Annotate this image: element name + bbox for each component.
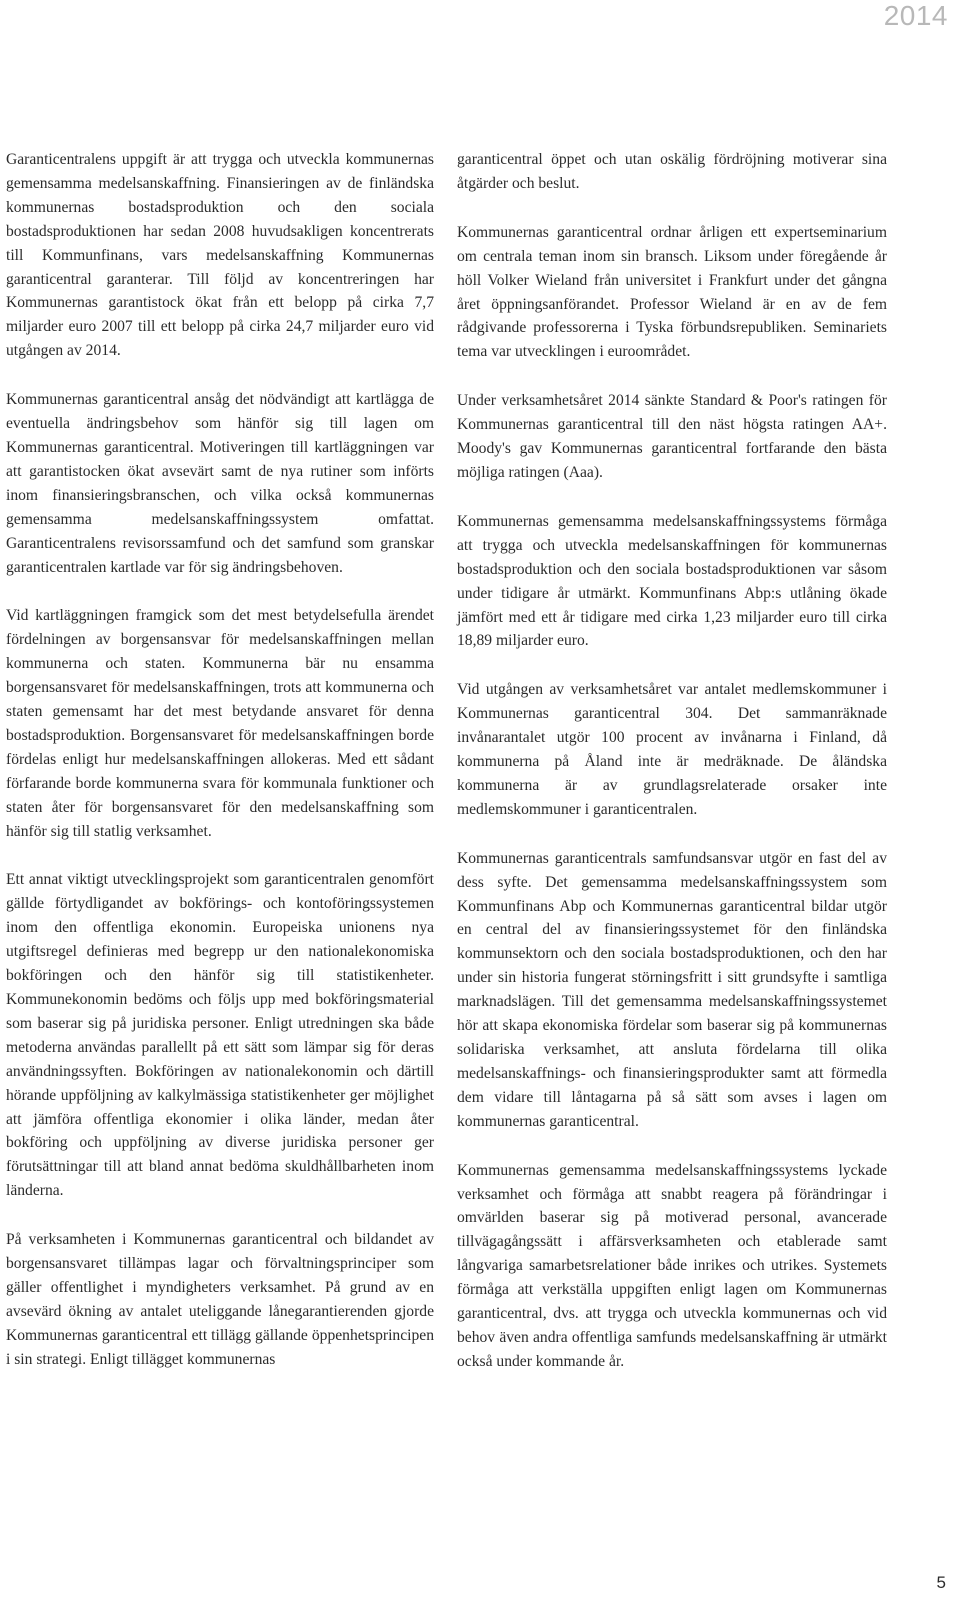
- paragraph: [457, 510, 887, 653]
- paragraph: [6, 868, 434, 1203]
- paragraph: [6, 148, 434, 363]
- paragraph: [6, 1228, 434, 1371]
- paragraph: [457, 847, 887, 1134]
- paragraph-text: garanticentral öppet och utan oskälig fördröjning motiverar sina åtgärder och beslut.: [457, 151, 887, 192]
- page-number: 5: [936, 1573, 946, 1592]
- paragraph: [457, 221, 887, 364]
- paragraph-text: Kommunernas gemensamma medelsanskaffningssystems förmåga att trygga och utveckla medelsanskaffningen för kommunernas bostadsproduktion och den sociala bostadsproduktionen var såsom under tidigare år utmärkt. Kommunfinans Abp:s utlåning ökade jämfört med ett år tidigare med cirka 1,23 miljarder euro till cirka 18,89 miljarder euro.: [457, 512, 887, 650]
- paragraph-text: Kommunernas gemensamma medelsanskaffningssystems lyckade verksamhet och förmåga att snabbt reagera på förändringar i omvärlden baserar sig på motiverad personal, avancerade tillvägagångssätt i affärsverksamheten och etablerade samt långvariga samarbetsrelationer både inrikes och utrikes. Systemets förmåga att verkställa uppgiften enligt lagen om Kommunernas garanticentral, dvs. att trygga och utveckla kommunernas och vid behov även andra offentliga samfunds medelsanskaffning är utmärkt också under kommande år.: [457, 1161, 887, 1370]
- paragraph: [457, 1159, 887, 1374]
- paragraph-text: Kommunernas garanticentral ansåg det nödvändigt att kartlägga de eventuella ändringsbehov som hänför sig till lagen om Kommunernas garanticentral. Motiveringen till kartläggningen var att garantistocken ökat avsevärt samt de nya rutiner som införts inom finansieringsbranschen, och vilka också kommunernas gemensamma medelsanskaffningssystem omfattat. Garanticentralens revisorssamfund och det samfund som granskar garanticentralen kartlade var för sig ändringsbehoven.: [6, 391, 434, 576]
- year-label: 2014: [883, 0, 948, 31]
- left-text-column: [6, 148, 434, 1397]
- paragraph: [457, 678, 887, 821]
- right-text-column: [457, 148, 887, 1399]
- paragraph-text: Under verksamhetsåret 2014 sänkte Standard & Poor's ratingen för Kommunernas garanticentral till den näst högsta ratingen AA+. Moody's gav Kommunernas garanticentral fortfarande den bästa möjliga ratingen (Aaa).: [457, 392, 887, 481]
- paragraph-text: Ett annat viktigt utvecklingsprojekt som garanticentralen genomfört gällde förtydligandet av bokförings- och kontoföringssystemen inom den offentliga ekonomin. Europeiska unionens nya utgiftsregel definieras med begrepp ur den nationalekonomiska bokföringen och den hänför sig till statistikenheter. Kommunekonomin bedöms och följs upp med bokföringsmaterial som baserar sig på juridiska personer. Enligt utredningen ska både metoderna användas parallellt på ett sätt som lämpar sig för deras användningssyften. Bokföringen av nationalekonomin och därtill hörande uppföljning av kalkylmässiga statistikenheter ger möjlighet att jämföra offentliga ekonomier i olika länder, medan åter bokföring och uppföljning av diverse juridiska personer ger förutsättningar till att bland annat bedöma skuldhållbarheten inom länderna.: [6, 871, 434, 1200]
- paragraph-text: Vid kartläggningen framgick som det mest betydelsefulla ärendet fördelningen av borgensansvar för medelsanskaffningen mellan kommunerna och staten. Kommunerna bär nu ensamma borgensansvaret för medelsanskaffningen, trots att kommunerna och staten gemensamt har det mest betydande ansvaret för denna bostadsproduktion. Borgensansvaret för medelsanskaffningen borde fördelas enligt hur medelsanskaffningen allokeras. Med ett sådant förfarande borde kommunerna svara för kommunala funktioner och staten åter för borgensansvaret för den medelsanskaffning som hänför sig till statlig verksamhet.: [6, 607, 434, 840]
- paragraph-text: Kommunernas garanticentrals samfundsansvar utgör en fast del av dess syfte. Det gemensamma medelsanskaffningssystem som Kommunfinans Abp och Kommunernas garanticentral bildar utgör en central del av finansieringssystemet för den finländska kommunsektorn och den sociala bostadsproduktionen, och den har under sin historia fungerat störningsfritt i sitt grundsyfte i samtliga marknadslägen. Till det gemensamma medelsanskaffningssystemet hör att skapa ekonomiska fördelar som baserar sig på kommunernas solidariska verksamhet, att ansluta fördelarna till olika medelsanskaffnings- och finansieringsprodukter samt att förmedla dem vidare till låntagarna på så sätt som avses i lagen om kommunernas garanticentral.: [457, 849, 887, 1130]
- paragraph-text: Vid utgången av verksamhetsåret var antalet medlemskommuner i Kommunernas garanticentral 304. Det sammanräknade invånarantalet utgör 100 procent av invånarna i Finland, då kommunerna på Åland inte är medräknade. De åländska kommunerna är av grundlagsrelaterade orsaker inte medlemskommuner i garanticentralen.: [457, 681, 887, 818]
- paragraph-text: Garanticentralens uppgift är att trygga och utveckla kommunernas gemensamma medelsanskaffning. Finansieringen av de finländska kommunernas bostadsproduktion och den sociala bostadsproduktionen har sedan 2008 huvudsakligen koncentrerats till Kommunfinans, vars medelsanskaffning Kommunernas garanticentral garanterar.: [6, 151, 434, 288]
- paragraph: [6, 388, 434, 579]
- paragraph: [6, 604, 434, 843]
- paragraph-text: På verksamheten i Kommunernas garanticentral och bildandet av borgensansvaret tillämpas lagar och förvaltningsprinciper som gäller offentlighet i myndigheters verksamhet. På grund av en avsevärd ökning av antalet uteliggande lånegarantierenden gjorde Kommunernas garanticentral ett tillägg gällande öppenhetsprincipen i sin strategi. Enligt tillägget kommunernas: [6, 1231, 434, 1368]
- paragraph: [457, 389, 887, 485]
- paragraph-text: Kommunernas garanticentral ordnar årligen ett expertseminarium om centrala teman inom sin bransch. Liksom under föregående år höll Volker Wieland från universitet i Frankfurt under det gångna året öppningsanförandet. Professor Wieland är en av de fem rådgivande professorerna i Tyska förbundsrepubliken. Seminariets tema var utvecklingen i euroområdet.: [457, 223, 887, 361]
- paragraph: [457, 148, 887, 196]
- paragraph-text: Till följd av koncentreringen har Kommunernas garantistock ökat från ett belopp på cirka 7,7 miljarder euro 2007 till ett belopp på cirka 24,7 miljarder euro vid utgången av 2014.: [6, 270, 434, 360]
